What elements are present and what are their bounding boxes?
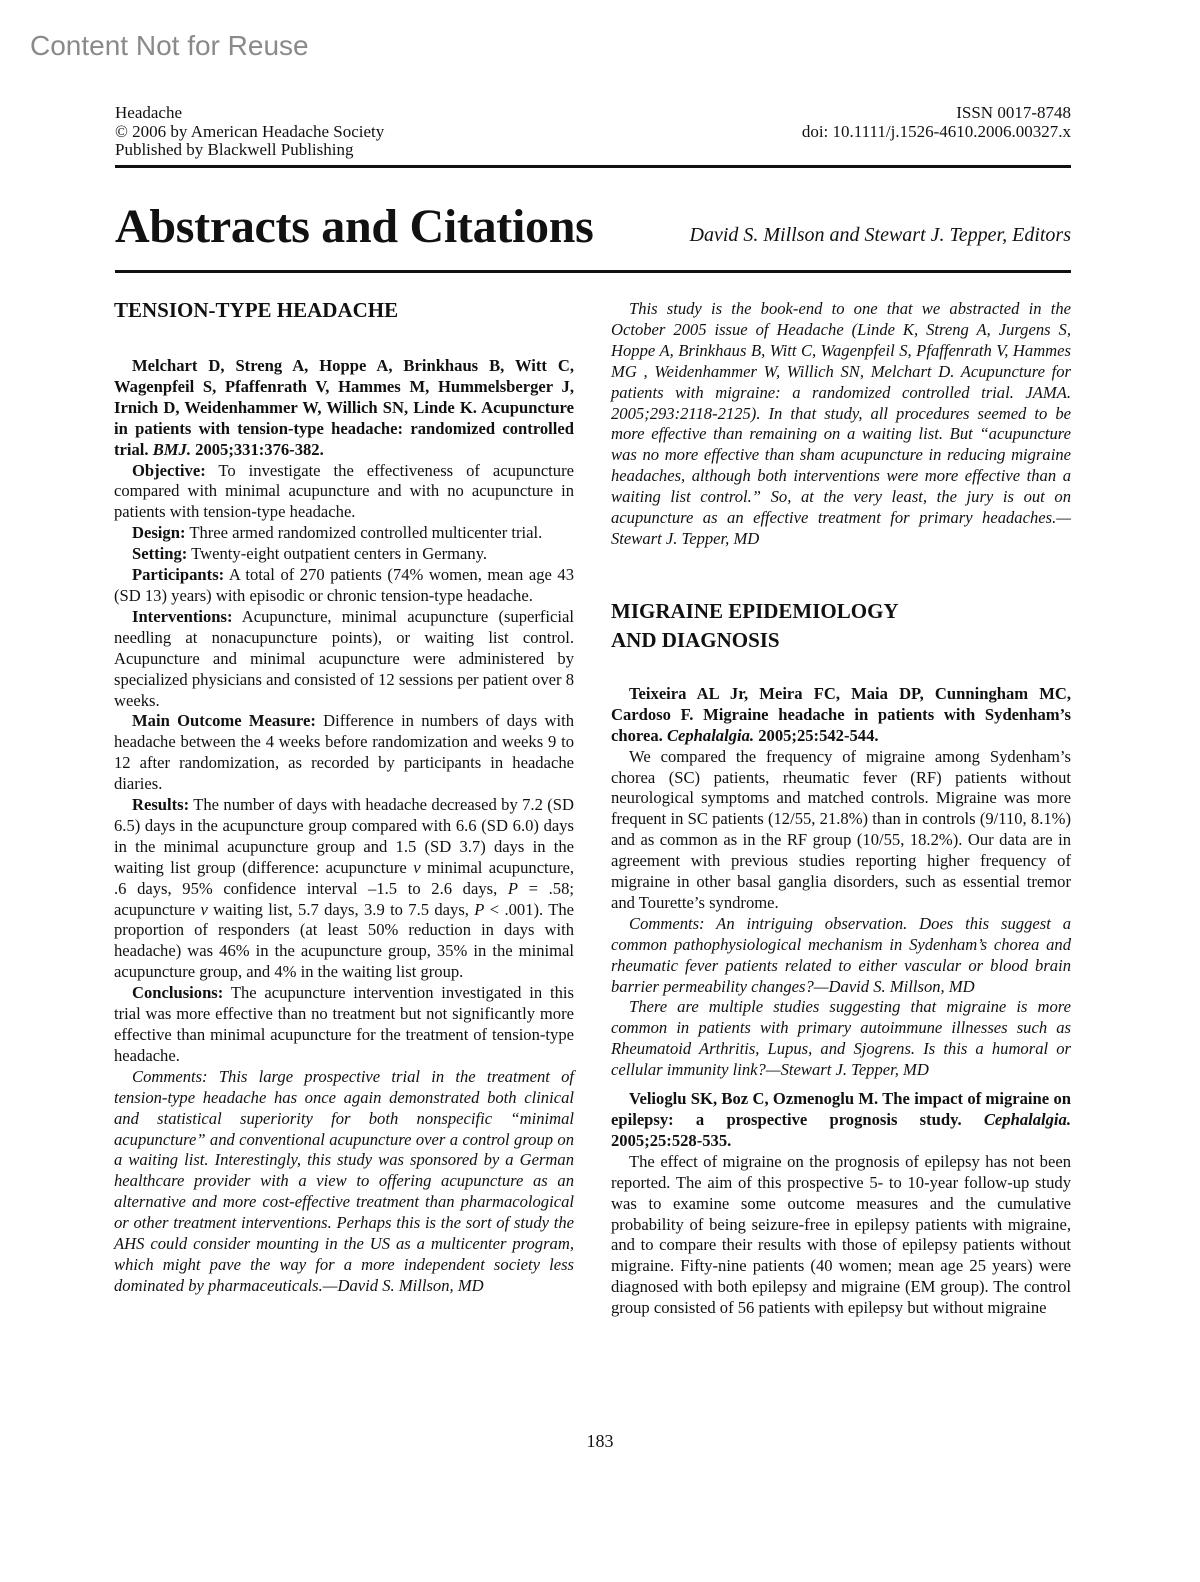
abstract-setting (114, 544, 574, 565)
text-results-p2: P (474, 899, 485, 919)
citation-authors: Melchart D, Streng A, Hoppe A, Brinkhaus B, Witt C, Wagenpfeil S, Pfaffenrath V, Hammes M, Hummelsberger J, Irnich D, Weidenhammer W, Willich SN, Linde K. Acupuncture in patients with tension-type headache: randomized controlled trial. (114, 356, 574, 459)
abstract-results (114, 795, 574, 983)
comment-tepper-sydenham: There are multiple studies suggesting that migraine is more common in patients with primary autoimmune illnesses such as Rheumatoid Arthritis, Lupus, and Sjogrens. Is this a humoral or cellular immunity link?—Stewart J. Tepper, MD (611, 997, 1071, 1080)
text-interventions: Acupuncture, minimal acupuncture (superficial needling at nonacupuncture points), or waiting list control. Acupuncture and minimal acupuncture were administered by specialized physicians and consisted of 12 sessions per patient over 8 weeks. (114, 606, 574, 710)
copyright-line: © 2006 by American Headache Society (115, 121, 385, 141)
text-design: Three armed randomized controlled multicenter trial. (189, 523, 543, 543)
text-results-p1: P (507, 878, 518, 898)
watermark: Content Not for Reuse (30, 30, 309, 61)
doi: doi: 10.1111/j.1526-4610.2006.00327.x (801, 121, 1071, 141)
abstract-interventions (114, 607, 574, 712)
abstract-velioglu: The effect of migraine on the prognosis of epilepsy has not been reported. The aim of this prospective 5- to 10-year follow-up study was to examine some outcome measures and the cumulative probability of being seizure-free in epilepsy patients with migraine, and to compare their results with those of epilepsy patients without migraine. Fifty-nine patients (40 women; mean age 25 years) were diagnosed with both epilepsy and migraine (EM group). The control group consisted of 56 patients with epilepsy but without migraine (611, 1151, 1071, 1318)
label-design: Design: (132, 523, 186, 543)
label-participants: Participants: (132, 565, 225, 585)
citation-journal: Cephalalgia. (983, 1110, 1071, 1129)
abstract-design (114, 523, 574, 544)
comment-millson-acupuncture: Comments: This large prospective trial in the treatment of tension-type headache has once again demonstrated both clinical and statistical superiority for both nonspecific “minimal acupuncture” and conventional acupuncture over a control group on a waiting list. Interestingly, this study was sponsored by a German healthcare provider with a view to offering acupuncture as an alternative and more cost-effective treatment than pharmacological or other treatment interventions. Perhaps this is the sort of study the AHS could consider mounting in the US as a multicenter program, which might pave the way for a more independent society less dominated by pharmaceuticals.—David S. Millson, MD (114, 1066, 574, 1295)
label-conclusions: Conclusions: (132, 983, 224, 1003)
text-conclusions: The acupuncture intervention investigated in this trial was more effective than no treatment but not significantly more effective than minimal acupuncture for the treatment of tension-type headache. (114, 983, 574, 1065)
citation-melchart (114, 356, 574, 461)
journal-header-left (115, 104, 384, 160)
text-results-d: waiting list, 5.7 days, 3.9 to 7.5 days, (213, 899, 469, 919)
citation-authors: Velioglu SK, Boz C, Ozmenoglu M. The impact of migraine on epilepsy: a prospective prognosis study. (611, 1089, 1071, 1129)
citation-authors: Teixeira AL Jr, Meira FC, Maia DP, Cunningham MC, Cardoso F. Migraine headache in patients with Sydenham’s chorea. (611, 683, 1071, 745)
abstract-outcome (114, 711, 574, 795)
comment-tepper-acupuncture: This study is the book-end to one that we abstracted in the October 2005 issue of Headache (Linde K, Streng A, Jurgens S, Hoppe A, Brinkhaus B, Witt C, Wagenpfeil S, Pfaffenrath V, Hammes MG , Weidenhammer W, Willich SN, Melchart D. Acupuncture for patients with migraine: a randomized controlled trial. JAMA. 2005;293:2118-2125). In that study, all procedures seemed to be more effective than remaining on a waiting list. But “acupuncture was no more effective than sham acupuncture in reducing migraine headaches, although both interventions were more effective than a waiting list control.” So, at the very least, the jury is out on acupuncture as an effective treatment for primary headaches.—Stewart J. Tepper, MD (611, 299, 1071, 548)
section-heading-line2: AND DIAGNOSIS (611, 627, 780, 652)
label-results: Results: (132, 795, 190, 815)
publisher-line: Published by Blackwell Publishing (115, 140, 354, 159)
text-objective: To investigate the effectiveness of acupuncture compared with minimal acupuncture and with no acupuncture in patients with tension-type headache. (114, 460, 574, 522)
text-outcome: Difference in numbers of days with headache between the 4 weeks before randomization and weeks 9 to 12 after randomization, as recorded by participants in headache diaries. (114, 711, 575, 794)
title-rule (115, 270, 1071, 273)
journal-header-right (802, 104, 1071, 141)
header-rule (115, 165, 1071, 168)
abstract-teixeira: We compared the frequency of migraine among Sydenham’s chorea (SC) patients, rheumatic fever (RF) patients without neurological symptoms and matched controls. Migraine was more frequent in SC patients (12/55, 21.8%) than in controls (9/110, 8.1%) and as common as in the RF group (10/55, 18.2%). Our data are in agreement with previous studies reporting higher frequency of migraine in other basal ganglia disorders, such as essential tremor and Tourette’s syndrome. (611, 746, 1071, 912)
citation-ref: 2005;331:376-382. (195, 439, 324, 459)
text-results-v1: v (413, 857, 421, 877)
abstract-conclusions (114, 983, 574, 1067)
page-title: Abstracts and Citations (115, 200, 594, 253)
comment-millson-sydenham: Comments: An intriguing observation. Does this suggest a common pathophysiological mechanism in Sydenham’s chorea and rheumatic fever patients related to either vascular or blood brain barrier permeability changes?—David S. Millson, MD (611, 913, 1071, 996)
label-setting: Setting: (132, 544, 188, 564)
citation-journal: Cephalalgia. (666, 725, 755, 745)
abstract-objective (114, 461, 574, 524)
label-outcome: Main Outcome Measure: (132, 711, 316, 731)
citation-velioglu (611, 1089, 1071, 1152)
text-results-b: minimal acupuncture, .6 days, 95% confidence interval –1.5 to 2.6 days, (114, 857, 574, 898)
citation-ref: 2005;25:542-544. (758, 725, 879, 745)
citation-journal: BMJ. (152, 439, 191, 459)
page-number: 183 (586, 1431, 614, 1451)
section-heading-line1: MIGRAINE EPIDEMIOLOGY (611, 598, 899, 623)
section-heading-tension-type: TENSION-TYPE HEADACHE (114, 298, 399, 322)
left-column (114, 296, 574, 1297)
section-heading-migraine-epidemiology (611, 597, 1071, 655)
journal-name: Headache (115, 103, 183, 122)
text-results-v2: v (200, 899, 208, 919)
text-participants: A total of 270 patients (74% women, mean age 43 (SD 13) years) with episodic or chronic tension-type headache. (114, 565, 575, 605)
citation-ref: 2005;25:528-535. (611, 1130, 732, 1150)
abstract-participants (114, 565, 574, 607)
editors-line: David S. Millson and Stewart J. Tepper, Editors (689, 224, 1071, 246)
text-results-e: < .001). The proportion of responders (at least 50% reduction in days with headache) was 46% in the acupuncture group, 35% in the minimal acupuncture group, and 4% in the waiting list group. (114, 899, 575, 982)
label-objective: Objective: (132, 460, 206, 480)
text-setting: Twenty-eight outpatient centers in Germany. (191, 544, 488, 564)
text-results-c: = .58; acupuncture (114, 878, 574, 919)
label-interventions: Interventions: (132, 606, 233, 626)
citation-teixeira (611, 684, 1071, 747)
right-column (611, 299, 1071, 1319)
text-results-a: The number of days with headache decreased by 7.2 (SD 6.5) days in the acupuncture group compared with 6.6 (SD 6.0) days in the minimal acupuncture group and 1.5 (SD 3.7) days in the waiting list group (difference: acupuncture (114, 795, 574, 877)
issn: ISSN 0017-8748 (956, 103, 1071, 122)
